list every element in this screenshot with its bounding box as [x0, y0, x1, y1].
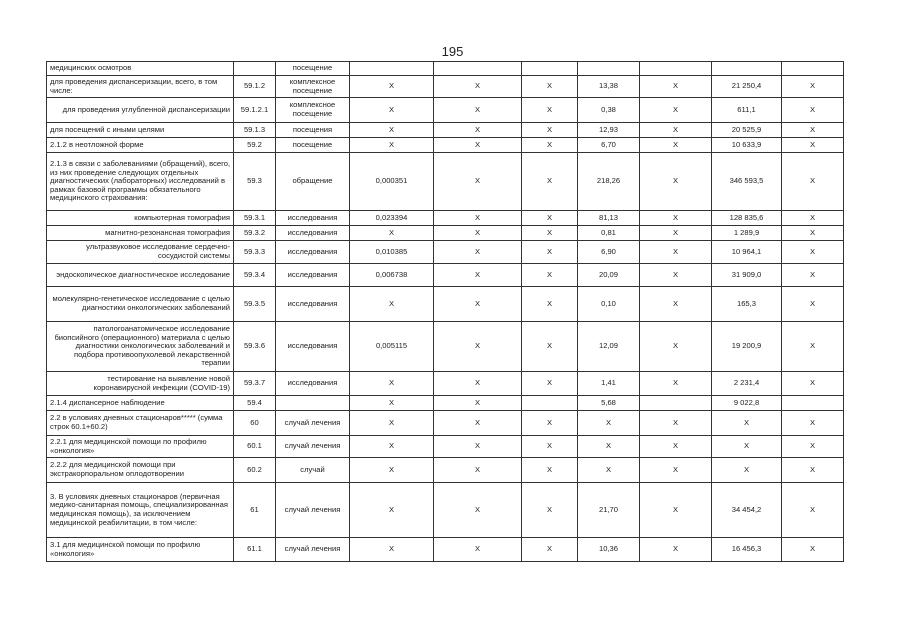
value-cell-2: X: [434, 153, 522, 211]
value-cell-4: 0,10: [578, 287, 640, 322]
value-cell-4: X: [578, 436, 640, 458]
value-cell-6: 1 289,9: [712, 226, 782, 241]
value-cell-1: X: [350, 76, 434, 98]
value-cell-2: X: [434, 436, 522, 458]
value-cell-2: [434, 62, 522, 76]
unit-cell: случай: [276, 458, 350, 483]
value-cell-5: X: [640, 211, 712, 226]
page-number: 195: [441, 44, 464, 59]
unit-cell: посещение: [276, 138, 350, 153]
value-cell-3: X: [522, 241, 578, 264]
value-cell-3: X: [522, 322, 578, 372]
unit-cell: посещение: [276, 62, 350, 76]
value-cell-2: X: [434, 372, 522, 396]
row-code-cell: 59.3.7: [234, 372, 276, 396]
row-code-cell: 59.1.2.1: [234, 98, 276, 123]
table-row: [47, 396, 844, 411]
row-name-cell: 3.1 для медицинской помощи по профилю «онкология»: [47, 538, 234, 562]
value-cell-1: X: [350, 436, 434, 458]
value-cell-4: 10,36: [578, 538, 640, 562]
value-cell-1: X: [350, 138, 434, 153]
row-name-cell: тестирование на выявление новой коронавирусной инфекции (COVID-19): [47, 372, 234, 396]
value-cell-3: [522, 62, 578, 76]
value-cell-4: 1,41: [578, 372, 640, 396]
value-cell-1: 0,023394: [350, 211, 434, 226]
unit-cell: случай лечения: [276, 411, 350, 436]
table-row: [47, 211, 844, 226]
row-code-cell: [234, 62, 276, 76]
row-name-cell: компьютерная томография: [47, 211, 234, 226]
value-cell-6: X: [712, 458, 782, 483]
value-cell-2: X: [434, 98, 522, 123]
value-cell-7: X: [782, 211, 844, 226]
value-cell-1: X: [350, 226, 434, 241]
table-row: [47, 483, 844, 538]
value-cell-1: [350, 62, 434, 76]
value-cell-4: 13,38: [578, 76, 640, 98]
row-code-cell: 59.3.6: [234, 322, 276, 372]
value-cell-4: [578, 62, 640, 76]
value-cell-6: 128 835,6: [712, 211, 782, 226]
value-cell-5: X: [640, 241, 712, 264]
value-cell-6: 19 200,9: [712, 322, 782, 372]
table-row: [47, 226, 844, 241]
value-cell-4: 0,81: [578, 226, 640, 241]
value-cell-6: [712, 62, 782, 76]
value-cell-4: 20,09: [578, 264, 640, 287]
unit-cell: исследования: [276, 264, 350, 287]
row-name-cell: 2.1.3 в связи с заболеваниями (обращений), всего, из них проведение следующих отдельных диагностических (лабораторных) исследований в рамках базовой программы обязательного медицинского страхования:: [47, 153, 234, 211]
row-code-cell: 60: [234, 411, 276, 436]
row-code-cell: 61: [234, 483, 276, 538]
value-cell-2: X: [434, 538, 522, 562]
value-cell-5: X: [640, 458, 712, 483]
unit-cell: исследования: [276, 211, 350, 226]
row-name-cell: 3. В условиях дневных стационаров (первичная медико-санитарная помощь, специализированная медицинская помощь), за исключением медицинской реабилитации, в том числе:: [47, 483, 234, 538]
value-cell-1: X: [350, 411, 434, 436]
value-cell-5: X: [640, 264, 712, 287]
row-name-cell: для проведения диспансеризации, всего, в том числе:: [47, 76, 234, 98]
row-code-cell: 60.1: [234, 436, 276, 458]
data-table: [46, 61, 844, 562]
row-code-cell: 59.3.4: [234, 264, 276, 287]
value-cell-5: X: [640, 538, 712, 562]
value-cell-3: X: [522, 98, 578, 123]
value-cell-7: X: [782, 241, 844, 264]
value-cell-7: X: [782, 264, 844, 287]
value-cell-4: 12,09: [578, 322, 640, 372]
value-cell-7: X: [782, 322, 844, 372]
row-code-cell: 59.3.2: [234, 226, 276, 241]
row-code-cell: 59.3.1: [234, 211, 276, 226]
row-code-cell: 59.2: [234, 138, 276, 153]
value-cell-7: X: [782, 372, 844, 396]
unit-cell: посещения: [276, 123, 350, 138]
row-code-cell: 60.2: [234, 458, 276, 483]
value-cell-1: X: [350, 538, 434, 562]
row-name-cell: для проведения углубленной диспансеризации: [47, 98, 234, 123]
table-row: [47, 98, 844, 123]
table-row: [47, 241, 844, 264]
value-cell-7: X: [782, 226, 844, 241]
table-row: [47, 411, 844, 436]
value-cell-5: X: [640, 372, 712, 396]
table-row: [47, 62, 844, 76]
row-name-cell: патологоанатомическое исследование биопсийного (операционного) материала с целью диагностики онкологических заболеваний и подбора противоопухолевой лекарственной терапии: [47, 322, 234, 372]
row-name-cell: магнитно-резонансная томография: [47, 226, 234, 241]
row-name-cell: эндоскопическое диагностическое исследование: [47, 264, 234, 287]
value-cell-5: X: [640, 123, 712, 138]
unit-cell: случай лечения: [276, 483, 350, 538]
value-cell-6: 165,3: [712, 287, 782, 322]
value-cell-6: 9 022,8: [712, 396, 782, 411]
unit-cell: исследования: [276, 287, 350, 322]
value-cell-5: X: [640, 98, 712, 123]
unit-cell: исследования: [276, 241, 350, 264]
value-cell-7: X: [782, 153, 844, 211]
value-cell-5: [640, 396, 712, 411]
unit-cell: комплексное посещение: [276, 98, 350, 123]
value-cell-7: X: [782, 436, 844, 458]
value-cell-2: X: [434, 458, 522, 483]
table-row: [47, 436, 844, 458]
value-cell-2: X: [434, 322, 522, 372]
row-name-cell: 2.2 в условиях дневных стационаров***** (сумма строк 60.1+60.2): [47, 411, 234, 436]
value-cell-2: X: [434, 76, 522, 98]
unit-cell: исследования: [276, 226, 350, 241]
value-cell-7: X: [782, 458, 844, 483]
table-row: [47, 138, 844, 153]
value-cell-6: 346 593,5: [712, 153, 782, 211]
value-cell-2: X: [434, 264, 522, 287]
row-code-cell: 61.1: [234, 538, 276, 562]
value-cell-7: X: [782, 411, 844, 436]
value-cell-6: 2 231,4: [712, 372, 782, 396]
value-cell-6: 16 456,3: [712, 538, 782, 562]
value-cell-3: X: [522, 138, 578, 153]
row-name-cell: 2.1.2 в неотложной форме: [47, 138, 234, 153]
value-cell-6: X: [712, 436, 782, 458]
value-cell-4: 218,26: [578, 153, 640, 211]
value-cell-1: X: [350, 458, 434, 483]
value-cell-7: [782, 62, 844, 76]
row-code-cell: 59.3: [234, 153, 276, 211]
value-cell-1: 0,000351: [350, 153, 434, 211]
value-cell-6: 21 250,4: [712, 76, 782, 98]
value-cell-4: 5,68: [578, 396, 640, 411]
value-cell-7: X: [782, 138, 844, 153]
value-cell-3: X: [522, 538, 578, 562]
value-cell-3: X: [522, 211, 578, 226]
row-name-cell: ультразвуковое исследование сердечно-сосудистой системы: [47, 241, 234, 264]
value-cell-3: [522, 396, 578, 411]
value-cell-4: X: [578, 411, 640, 436]
value-cell-6: 611,1: [712, 98, 782, 123]
value-cell-2: X: [434, 241, 522, 264]
table-row: [47, 372, 844, 396]
row-code-cell: 59.3.3: [234, 241, 276, 264]
value-cell-3: X: [522, 76, 578, 98]
value-cell-3: X: [522, 436, 578, 458]
value-cell-4: 0,38: [578, 98, 640, 123]
value-cell-4: X: [578, 458, 640, 483]
unit-cell: исследования: [276, 372, 350, 396]
value-cell-5: X: [640, 138, 712, 153]
unit-cell: [276, 396, 350, 411]
unit-cell: случай лечения: [276, 436, 350, 458]
unit-cell: исследования: [276, 322, 350, 372]
table-row: [47, 538, 844, 562]
value-cell-1: 0,010385: [350, 241, 434, 264]
value-cell-5: X: [640, 436, 712, 458]
value-cell-3: X: [522, 287, 578, 322]
value-cell-3: X: [522, 483, 578, 538]
value-cell-2: X: [434, 138, 522, 153]
value-cell-5: X: [640, 287, 712, 322]
value-cell-7: X: [782, 538, 844, 562]
value-cell-2: X: [434, 411, 522, 436]
value-cell-5: X: [640, 411, 712, 436]
row-name-cell: 2.2.2 для медицинской помощи при экстракорпоральном оплодотворении: [47, 458, 234, 483]
table-row: [47, 458, 844, 483]
value-cell-6: X: [712, 411, 782, 436]
value-cell-7: [782, 396, 844, 411]
value-cell-5: X: [640, 76, 712, 98]
unit-cell: случай лечения: [276, 538, 350, 562]
value-cell-7: X: [782, 123, 844, 138]
value-cell-1: 0,006738: [350, 264, 434, 287]
value-cell-3: X: [522, 372, 578, 396]
value-cell-2: X: [434, 211, 522, 226]
value-cell-6: 31 909,0: [712, 264, 782, 287]
value-cell-5: X: [640, 322, 712, 372]
value-cell-4: 21,70: [578, 483, 640, 538]
value-cell-2: X: [434, 123, 522, 138]
row-code-cell: 59.4: [234, 396, 276, 411]
table-row: [47, 287, 844, 322]
value-cell-3: X: [522, 264, 578, 287]
value-cell-2: X: [434, 396, 522, 411]
row-name-cell: 2.1.4 диспансерное наблюдение: [47, 396, 234, 411]
value-cell-5: X: [640, 153, 712, 211]
value-cell-2: X: [434, 483, 522, 538]
value-cell-3: X: [522, 153, 578, 211]
table-row: [47, 76, 844, 98]
value-cell-1: X: [350, 483, 434, 538]
value-cell-7: X: [782, 76, 844, 98]
table-row: [47, 264, 844, 287]
value-cell-3: X: [522, 123, 578, 138]
value-cell-3: X: [522, 411, 578, 436]
value-cell-6: 20 525,9: [712, 123, 782, 138]
table-body: [47, 62, 844, 562]
value-cell-2: X: [434, 287, 522, 322]
unit-cell: обращение: [276, 153, 350, 211]
table-row: [47, 123, 844, 138]
value-cell-1: X: [350, 287, 434, 322]
unit-cell: комплексное посещение: [276, 76, 350, 98]
value-cell-7: X: [782, 483, 844, 538]
value-cell-7: X: [782, 287, 844, 322]
value-cell-1: X: [350, 372, 434, 396]
value-cell-6: 34 454,2: [712, 483, 782, 538]
row-name-cell: 2.2.1 для медицинской помощи по профилю «онкология»: [47, 436, 234, 458]
value-cell-1: X: [350, 123, 434, 138]
value-cell-4: 12,93: [578, 123, 640, 138]
value-cell-2: X: [434, 226, 522, 241]
value-cell-3: X: [522, 458, 578, 483]
value-cell-6: 10 964,1: [712, 241, 782, 264]
value-cell-1: 0,005115: [350, 322, 434, 372]
value-cell-5: [640, 62, 712, 76]
row-code-cell: 59.3.5: [234, 287, 276, 322]
value-cell-3: X: [522, 226, 578, 241]
value-cell-1: X: [350, 98, 434, 123]
row-code-cell: 59.1.2: [234, 76, 276, 98]
row-name-cell: для посещений с иными целями: [47, 123, 234, 138]
value-cell-5: X: [640, 483, 712, 538]
row-name-cell: медицинских осмотров: [47, 62, 234, 76]
value-cell-5: X: [640, 226, 712, 241]
table-row: [47, 322, 844, 372]
row-code-cell: 59.1.3: [234, 123, 276, 138]
table-row: [47, 153, 844, 211]
value-cell-7: X: [782, 98, 844, 123]
value-cell-1: X: [350, 396, 434, 411]
value-cell-6: 10 633,9: [712, 138, 782, 153]
value-cell-4: 6,90: [578, 241, 640, 264]
row-name-cell: молекулярно-генетическое исследование с целью диагностики онкологических заболеваний: [47, 287, 234, 322]
value-cell-4: 81,13: [578, 211, 640, 226]
value-cell-4: 6,70: [578, 138, 640, 153]
